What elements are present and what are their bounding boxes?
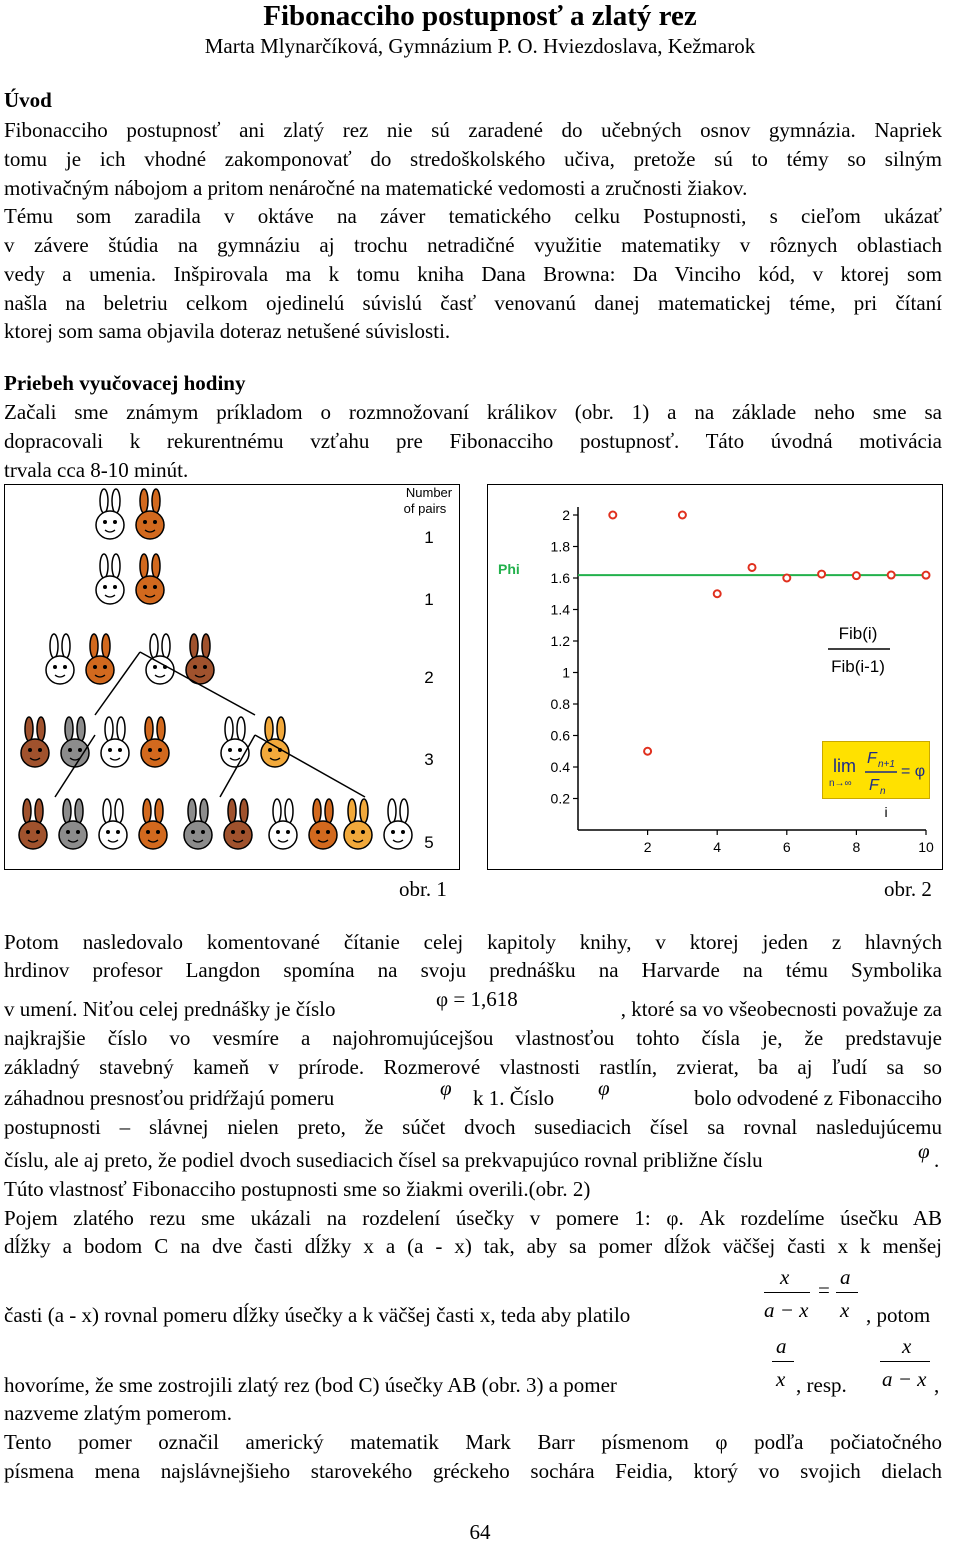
lim-sub: n→∞ <box>829 778 852 789</box>
body-line: najkrajšie číslo vo vesmíre a najohromujúcejšou vlastnosťou tohto čísla je, že predstavuje <box>4 1026 942 1050</box>
chart-point <box>818 571 825 578</box>
rabbit-icon <box>141 717 169 767</box>
lim-den-sub: n <box>880 786 886 797</box>
chart-point <box>714 590 721 597</box>
body-line: Potom nasledovalo komentované čítanie celej kapitoly knihy, v ktorej jeden z hlavných <box>4 930 942 954</box>
rabbit-icon <box>101 717 129 767</box>
intro-line: v závere štúdia na gymnáziu aj trochu netradičné využitie matematiky v rôznych oblastiach <box>4 233 942 257</box>
intro-line: Tému som zaradila v oktáve na záver tematického celku Postupnosti, s cieľom ukázať <box>4 204 942 228</box>
body-line: písmena mena najslávnejšieho starovekého gréckeho sochára Feidia, ktorý vo svojich dielach <box>4 1459 942 1483</box>
body-text: . <box>934 1148 940 1172</box>
rabbit-icon <box>61 717 89 767</box>
lim-eq: = φ <box>901 763 926 780</box>
lim-num-sub: n+1 <box>878 759 895 770</box>
rabbit-icon <box>136 554 164 604</box>
phi-symbol: φ <box>598 1076 610 1100</box>
figure2-caption: obr. 2 <box>884 877 932 901</box>
y-tick-label: 0.6 <box>550 727 570 744</box>
body-text: časti (a - x) rovnal pomeru dĺžky úsečky a k väčšej časti x, teda aby platilo <box>4 1303 631 1327</box>
frac-numerator: x <box>780 1265 790 1289</box>
chart-point <box>783 575 790 582</box>
y-tick-label: 0.2 <box>550 790 570 807</box>
phi-equation: φ = 1,618 <box>436 987 518 1011</box>
equals-sign: = <box>818 1278 830 1302</box>
body-line: nazveme zlatým pomerom. <box>4 1401 232 1425</box>
limit-formula <box>823 742 929 798</box>
rabbit-icon <box>19 799 47 849</box>
y-tick-label: 1.8 <box>550 538 570 555</box>
frac-denominator: x <box>776 1367 786 1391</box>
page-number: 64 <box>469 1520 491 1544</box>
x-tick-label: 2 <box>643 839 652 855</box>
figure-ratio-chart <box>487 484 943 870</box>
intro-line: tomu je ich vhodné zakomponovať do stredoškolského učiva, pretože sú to témy so silným <box>4 147 942 171</box>
body-line: Tento pomer označil americký matematik Mark Barr písmenom φ podľa počiatočného <box>4 1430 942 1454</box>
limit-formula-box <box>822 741 930 799</box>
y-tick-label: 0.4 <box>550 759 570 775</box>
rabbit-icon <box>344 799 372 849</box>
pairs-header-line1: Number <box>405 485 453 500</box>
paper-author: Marta Mlynarčíková, Gymnázium P. O. Hviezdoslava, Kežmarok <box>204 34 756 58</box>
rabbit-icon <box>184 799 212 849</box>
y-tick-label: 2 <box>562 507 570 523</box>
rabbit-icon <box>221 717 249 767</box>
rabbit-icon <box>139 799 167 849</box>
intro-line: motivačným nábojom a pritom nenáročné na matematické vedomosti a zručnosti žiakov. <box>4 176 748 200</box>
frac-denominator: a − x <box>882 1367 927 1391</box>
body-line: hrdinov profesor Langdon spomína na svoju prednášku na Harvarde na tému Symbolika <box>4 958 942 982</box>
rabbit-icon <box>59 799 87 849</box>
rabbit-family-tree <box>5 485 459 869</box>
fraction-bar <box>880 1361 930 1362</box>
body-line: Pojem zlatého rezu sme ukázali na rozdelení úsečky v pomere 1: φ. Ak rozdelíme úsečku AB <box>4 1206 942 1230</box>
y-tick-label: 1.2 <box>550 633 570 649</box>
lim-text: lim <box>833 756 856 776</box>
rabbit-icon <box>261 717 289 767</box>
frac-numerator: x <box>902 1334 912 1358</box>
chart-point <box>853 572 860 579</box>
intro-line: Fibonacciho postupnosť ani zlatý rez nie sú zaradené do učebných osnov gymnázia. Napriek <box>4 118 942 142</box>
body-text: , <box>934 1373 940 1397</box>
frac-numerator: a <box>776 1334 787 1358</box>
x-tick-label: 10 <box>918 839 934 855</box>
fraction-bar <box>772 1361 794 1362</box>
body-text: záhadnou presnosťou pridŕžajú pomeru <box>4 1086 335 1110</box>
rabbit-icon <box>384 799 412 849</box>
figure1-caption: obr. 1 <box>399 877 447 901</box>
rabbit-icon <box>186 634 214 684</box>
pair-count: 2 <box>424 668 434 687</box>
ratio-scatter-chart <box>488 485 942 869</box>
pairs-header-line2: of pairs <box>403 501 447 516</box>
body-line: , ktoré sa vo všeobecnosti považuje za <box>620 997 942 1021</box>
frac-numerator: a <box>840 1265 851 1289</box>
rabbit-icon <box>136 489 164 539</box>
rabbit-icon <box>146 634 174 684</box>
frac-denominator: x <box>840 1298 850 1322</box>
ratio-denominator: Fib(i-1) <box>831 657 885 676</box>
lim-num: F <box>867 750 877 767</box>
frac-denominator: a − x <box>764 1298 809 1322</box>
rabbit-icon <box>46 634 74 684</box>
body-line: Túto vlastnosť Fibonacciho postupnosti sme so žiakmi overili.(obr. 2) <box>4 1177 591 1201</box>
rabbit-icons <box>19 489 412 849</box>
intro-line: našla na beletriu celkom ojedinelú súvislú časť venovanú danej matematickej téme, pri čítaní <box>4 291 942 315</box>
ratio-numerator: Fib(i) <box>838 624 878 643</box>
body-line: postupnosti – slávnej nielen preto, že súčet dvoch susediacich čísel sa rovnal nasledujúcemu <box>4 1115 942 1139</box>
chart-points <box>609 512 929 755</box>
body-line: základný stavebný kameň v prírode. Rozmerové vlastnosti rastlín, zvierat, ba aj ľudí sa so <box>4 1055 942 1079</box>
pair-count: 1 <box>424 590 434 609</box>
body-text: hovoríme, že sme zostrojili zlatý rez (bod C) úsečky AB (obr. 3) a pomer <box>4 1373 617 1397</box>
body-text: v umení. Niťou celej prednášky je číslo <box>4 997 336 1021</box>
phi-symbol: φ <box>918 1139 930 1163</box>
body-text: , potom <box>866 1303 931 1327</box>
phi-label: Phi <box>498 561 520 577</box>
x-tick-label: 8 <box>852 839 861 855</box>
chart-point <box>679 512 686 519</box>
rabbit-icon <box>86 634 114 684</box>
chart-axes <box>551 507 934 855</box>
rabbit-icon <box>96 554 124 604</box>
body-text: k 1. Číslo <box>473 1086 555 1110</box>
lesson-line: Začali sme známym príkladom o rozmnožovaní králikov (obr. 1) a na základe neho sme sa <box>4 400 942 424</box>
lim-den: F <box>869 777 879 794</box>
section-heading-lesson: Priebeh vyučovacej hodiny <box>4 371 246 395</box>
lesson-line: dopracovali k rekurentnému vzťahu pre Fibonacciho postupnosť. Táto úvodná motivácia <box>4 429 942 453</box>
x-tick-label: 4 <box>713 839 722 855</box>
body-text: číslu, ale aj preto, že podiel dvoch susediacich čísel sa prekvapujúco rovnal približne číslu <box>4 1148 763 1172</box>
fraction-bar <box>836 1292 858 1293</box>
body-line: dĺžky a bodom C na dve časti dĺžky x a (a - x) tak, aby sa pomer dĺžok väčšej časti x k menšej <box>4 1234 942 1258</box>
rabbit-icon <box>224 799 252 849</box>
lesson-line: trvala cca 8-10 minút. <box>4 458 189 482</box>
pair-count: 5 <box>424 833 434 852</box>
rabbit-icon <box>309 799 337 849</box>
chart-point <box>749 564 756 571</box>
phi-symbol: φ <box>440 1076 452 1100</box>
rabbit-icon <box>96 489 124 539</box>
chart-point <box>923 572 930 579</box>
paper-title: Fibonacciho postupnosť a zlatý rez <box>263 0 697 32</box>
body-text: , resp. <box>796 1373 847 1397</box>
body-text: bolo odvodené z Fibonacciho <box>694 1086 942 1110</box>
rabbit-icon <box>99 799 127 849</box>
fraction-bar <box>764 1292 810 1293</box>
rabbit-icon <box>269 799 297 849</box>
y-tick-label: 0.8 <box>550 696 570 712</box>
section-heading-intro: Úvod <box>4 88 52 112</box>
intro-line: vedy a umenia. Inšpirovala ma k tomu kniha Dana Browna: Da Vinciho kód, v ktorej som <box>4 262 942 286</box>
pair-count: 3 <box>424 750 434 769</box>
y-tick-label: 1.4 <box>550 601 570 618</box>
rabbit-icon <box>21 717 49 767</box>
x-tick-label: 6 <box>782 839 791 855</box>
chart-point <box>644 748 651 755</box>
figure-rabbits <box>4 484 460 870</box>
y-tick-label: 1.6 <box>550 570 570 586</box>
axis-label-i: i <box>884 804 888 820</box>
chart-point <box>609 512 616 519</box>
y-tick-label: 1 <box>562 664 570 681</box>
intro-line: ktorej som sama objavila doteraz netušené súvislosti. <box>4 319 451 343</box>
chart-point <box>888 572 895 579</box>
pair-count: 1 <box>424 528 434 547</box>
